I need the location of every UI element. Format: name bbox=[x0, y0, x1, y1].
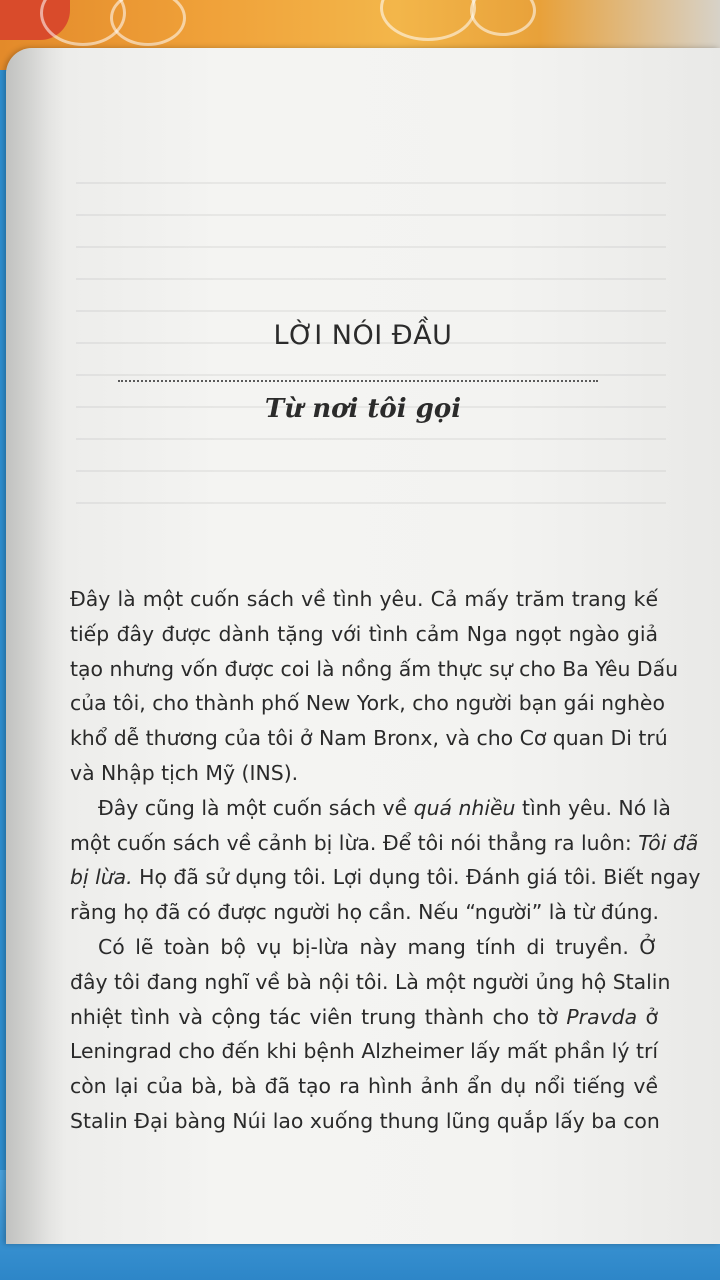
page-fold-shadow bbox=[6, 48, 66, 1244]
text-line: rằng họ đã có được người họ cần. Nếu “người” là từ đúng. bbox=[70, 900, 659, 925]
text-line bbox=[70, 826, 699, 861]
emphasis-text: Tôi đã bbox=[638, 830, 699, 855]
cover-swirl bbox=[110, 0, 186, 46]
text-run: Đây cũng là một cuốn sách về bbox=[98, 795, 414, 820]
text-run: một cuốn sách về cảnh bị lừa. Để tôi nói thẳng ra luôn: bbox=[70, 830, 639, 855]
text-line: đây tôi đang nghĩ về bà nội tôi. Là một người ủng hộ Stalin bbox=[70, 969, 671, 994]
dotted-divider bbox=[118, 380, 598, 382]
chapter-subtitle: Từ nơi tôi gọi bbox=[264, 394, 462, 424]
text-line bbox=[70, 860, 701, 895]
paragraph-3 bbox=[70, 930, 671, 1139]
text-line: Leningrad cho đến khi bệnh Alzheimer lấy mất phần lý trí bbox=[70, 1039, 658, 1064]
text-line bbox=[70, 1000, 658, 1035]
bleed-through-texture bbox=[76, 168, 666, 568]
chapter-heading: LỜI NÓI ĐẦU bbox=[273, 320, 453, 351]
text-line: Stalin Đại bàng Núi lao xuống thung lũng quắp lấy ba con bbox=[70, 1108, 660, 1133]
paragraph-2 bbox=[70, 791, 701, 930]
cover-swirl bbox=[380, 0, 476, 41]
cover-swirl bbox=[470, 0, 536, 36]
text-line: còn lại của bà, bà đã tạo ra hình ảnh ẩn dụ nổi tiếng về bbox=[70, 1074, 658, 1099]
text-line bbox=[70, 791, 671, 826]
text-line: Có lẽ toàn bộ vụ bị-lừa này mang tính di truyền. Ở bbox=[98, 934, 658, 959]
text-line: của tôi, cho thành phố New York, cho người bạn gái nghèo bbox=[70, 691, 665, 716]
text-line: tiếp đây được dành tặng với tình cảm Nga ngọt ngào giả bbox=[70, 621, 658, 646]
text-run: tình yêu. Nó là bbox=[515, 795, 671, 820]
emphasis-text: bị lừa. bbox=[70, 865, 133, 890]
body-text bbox=[70, 582, 701, 1139]
emphasis-text: Pravda bbox=[566, 1004, 638, 1029]
text-run: ở bbox=[637, 1004, 658, 1029]
text-line: khổ dễ thương của tôi ở Nam Bronx, và cho Cơ quan Di trú bbox=[70, 726, 668, 751]
text-line: và Nhập tịch Mỹ (INS). bbox=[70, 760, 299, 785]
emphasis-text: quá nhiều bbox=[413, 795, 516, 820]
text-line: tạo nhưng vốn được coi là nồng ấm thực sự cho Ba Yêu Dấu bbox=[70, 656, 679, 681]
book-page bbox=[6, 48, 720, 1244]
text-run: Họ đã sử dụng tôi. Lợi dụng tôi. Đánh giá tôi. Biết ngay bbox=[132, 865, 701, 890]
paragraph-1 bbox=[70, 582, 679, 791]
text-run: nhiệt tình và cộng tác viên trung thành cho tờ bbox=[70, 1004, 567, 1029]
text-line: Đây là một cuốn sách về tình yêu. Cả mấy trăm trang kế bbox=[70, 587, 658, 611]
